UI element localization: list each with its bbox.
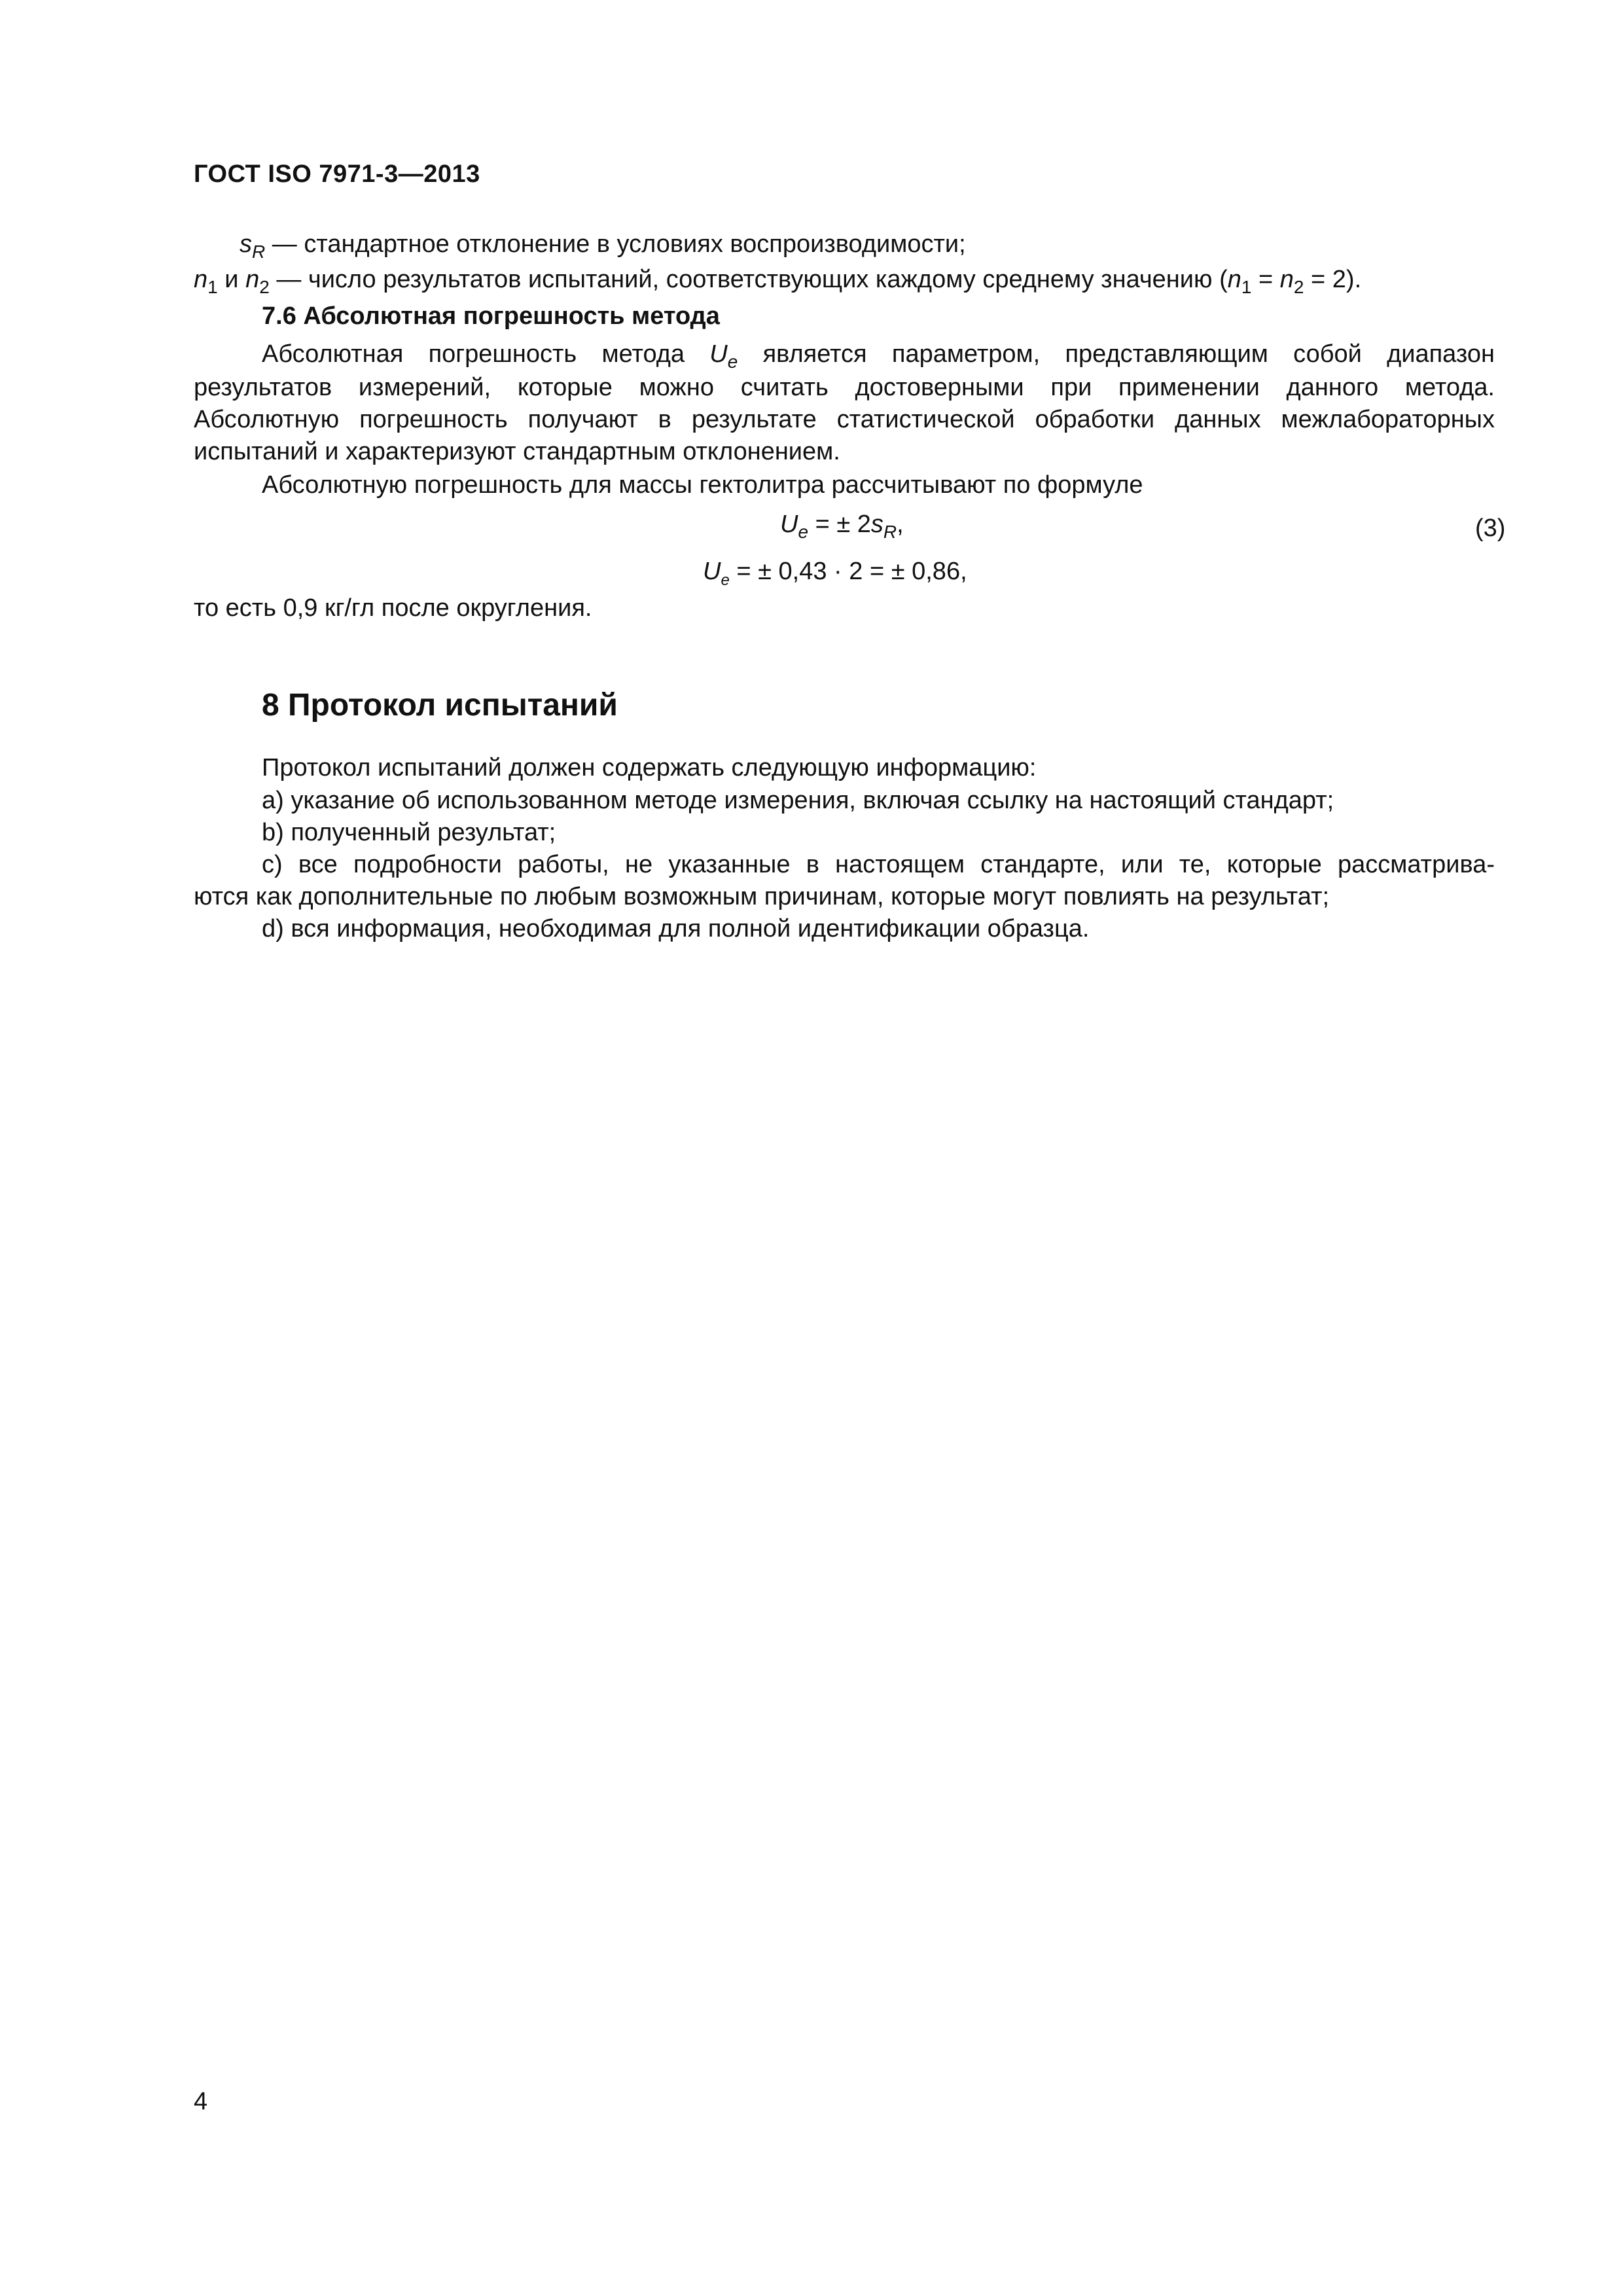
result-statement: то есть 0,9 кг/гл после округления.	[194, 594, 592, 622]
subscript-r: R	[252, 242, 266, 262]
protocol-intro: Протокол испытаний должен содержать следующую информацию:	[262, 754, 1037, 781]
subscript-2: 2	[259, 277, 270, 297]
list-item-c-line-2: ются как дополнительные по любым возможным причинам, которые могут повлиять на результат;	[194, 883, 1330, 910]
eq1-rest: = ± 2	[808, 511, 871, 538]
p1-l1-a: Абсолютная погрешность метода	[262, 340, 710, 368]
equation-3	[780, 511, 904, 543]
document-header: ГОСТ ISO 7971-3—2013	[194, 160, 480, 188]
list-item-b: b) полученный результат;	[262, 819, 556, 846]
definition-sr	[240, 230, 966, 262]
definition-sr-text: — стандартное отклонение в условиях воспроизводимости;	[265, 230, 966, 258]
list-item-d: d) вся информация, необходимая для полной идентификации образца.	[262, 915, 1090, 942]
paragraph-formula-intro: Абсолютную погрешность для массы гектолитра рассчитывают по формуле	[262, 471, 1143, 499]
eq1-end: ,	[897, 511, 904, 538]
symbol-u: U	[709, 340, 728, 368]
definition-n	[194, 266, 1361, 298]
section-8-heading: 8 Протокол испытаний	[262, 688, 618, 723]
paragraph-7-6-line-1	[262, 340, 1495, 372]
eq2-subscript-e: e	[721, 571, 730, 589]
subscript-4: 2	[1293, 277, 1304, 297]
eq2-symbol-u: U	[703, 558, 721, 585]
subscript-1: 1	[207, 277, 218, 297]
paragraph-7-6-line-4: испытаний и характеризуют стандартным отклонением.	[194, 438, 840, 465]
eq2-rest: = ± 0,43 · 2 = ± 0,86,	[729, 558, 967, 585]
conjunction: и	[217, 266, 246, 293]
equation-number: (3)	[1475, 514, 1506, 542]
equation-calculation	[703, 558, 967, 590]
symbol-n1: n	[194, 266, 208, 293]
eq1-symbol-s: s	[870, 511, 883, 538]
symbol-n3: n	[1227, 266, 1241, 293]
definition-n-end: = 2).	[1304, 266, 1362, 293]
subscript-e: e	[727, 351, 738, 372]
eq1-subscript-r: R	[883, 522, 897, 542]
list-item-a: a) указание об использованном методе измерения, включая ссылку на настоящий стандарт;	[262, 787, 1334, 814]
equals: =	[1251, 266, 1280, 293]
paragraph-7-6-line-3: Абсолютную погрешность получают в результате статистической обработки данных межлабораторных	[194, 406, 1495, 433]
p1-l1-b: является параметром, представляющим собой диапазон	[738, 340, 1495, 368]
definition-n-text: — число результатов испытаний, соответствующих каждому среднему значению (	[269, 266, 1228, 293]
symbol-n4: n	[1279, 266, 1294, 293]
subscript-3: 1	[1241, 277, 1252, 297]
page-number: 4	[194, 2088, 208, 2115]
section-7-6-heading: 7.6 Абсолютная погрешность метода	[262, 302, 720, 330]
symbol-n2: n	[245, 266, 260, 293]
eq1-symbol-u: U	[780, 511, 798, 538]
eq1-subscript-e: e	[798, 522, 809, 542]
symbol-s: s	[240, 230, 252, 258]
paragraph-7-6-line-2: результатов измерений, которые можно считать достоверными при применении данного метода.	[194, 374, 1495, 401]
list-item-c-line-1: c) все подробности работы, не указанные в настоящем стандарте, или те, которые рассматрива-	[262, 851, 1495, 878]
